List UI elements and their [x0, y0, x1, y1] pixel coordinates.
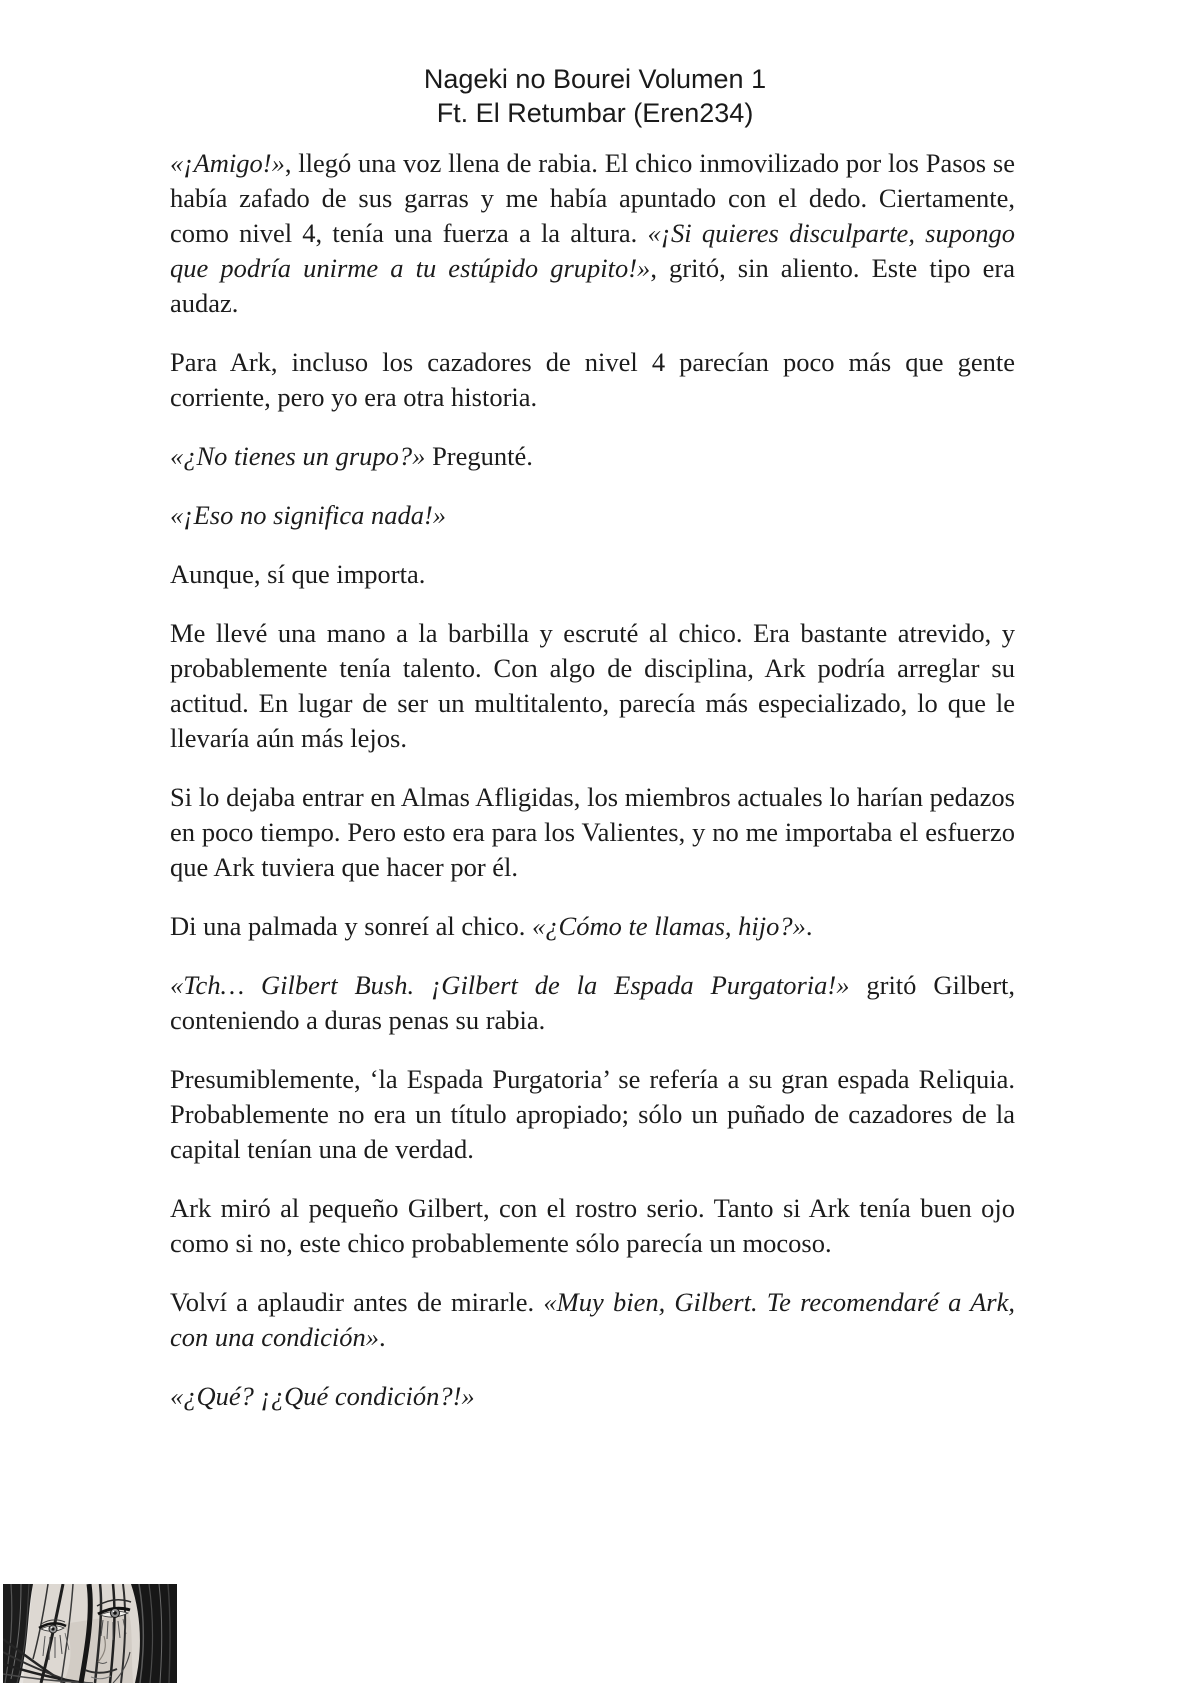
paragraph [170, 498, 1015, 533]
text-run: Me llevé una mano a la barbilla y escruté al chico. Era bastante atrevido, y probablemente tenía talento. Con algo de disciplina, Ark podría arreglar su actitud. En lugar de ser un multitalento, parecía más especializado, lo que le llevaría aún más lejos. [170, 618, 1015, 753]
text-run: , llegó una voz llena de rabia. El chico inmovilizado por los Pasos se había zafado de sus garras y me había apuntado con el dedo. Ciertamente, como nivel 4, tenía una fuerza a la altura. [170, 148, 1015, 248]
text-run: Pregunté. [425, 441, 533, 471]
dialogue-text-run: «¿No tienes un grupo?» [170, 441, 426, 471]
manga-face-illustration [3, 1584, 177, 1683]
dialogue-text-run: «¡Si quieres disculparte, supongo que podría unirme a tu estúpido grupito!» [170, 218, 1015, 283]
paragraph [170, 616, 1015, 756]
text-run: Para Ark, incluso los cazadores de nivel 4 parecían poco más que gente corriente, pero yo era otra historia. [170, 347, 1015, 412]
paragraph [170, 780, 1015, 885]
paragraph [170, 439, 1015, 474]
dialogue-text-run: «Muy bien, Gilbert. Te recomendaré a Ark, con una condición» [170, 1287, 1015, 1352]
paragraph [170, 345, 1015, 415]
dialogue-text-run: «Tch… Gilbert Bush. ¡Gilbert de la Espada Purgatoria!» [170, 970, 850, 1000]
text-run: Ark miró al pequeño Gilbert, con el rostro serio. Tanto si Ark tenía buen ojo como si no, este chico probablemente sólo parecía un mocoso. [170, 1193, 1015, 1258]
document-header [0, 62, 1190, 130]
text-run: Si lo dejaba entrar en Almas Afligidas, los miembros actuales lo harían pedazos en poco tiempo. Pero esto era para los Valientes, y no me importaba el esfuerzo que Ark tuviera que hacer por él. [170, 782, 1015, 882]
paragraph [170, 1285, 1015, 1355]
dialogue-text-run: «¿Cómo te llamas, hijo?» [532, 911, 806, 941]
dialogue-text-run: «¿Qué? ¡¿Qué condición?!» [170, 1381, 475, 1411]
paragraph [170, 968, 1015, 1038]
paragraph [170, 557, 1015, 592]
text-run: . [805, 911, 813, 941]
dialogue-text-run: «¡Eso no significa nada!» [170, 500, 447, 530]
text-run: . [379, 1322, 386, 1352]
dialogue-text-run: «¡Amigo!» [170, 148, 285, 178]
paragraph [170, 1379, 1015, 1414]
page-title: Nageki no Bourei Volumen 1 [423, 64, 767, 94]
body-text [170, 146, 1015, 1414]
page-subtitle: Ft. El Retumbar (Eren234) [436, 98, 754, 128]
text-run: Presumiblemente, ‘la Espada Purgatoria’ se refería a su gran espada Reliquia. Probablemente no era un título apropiado; sólo un puñado de cazadores de la capital tenían una de verdad. [170, 1064, 1015, 1164]
text-run: Aunque, sí que importa. [170, 559, 426, 589]
paragraph [170, 146, 1015, 321]
text-run: gritó Gilbert, conteniendo a duras penas su rabia. [170, 970, 1016, 1035]
paragraph [170, 909, 1015, 944]
paragraph [170, 1062, 1015, 1167]
text-run: Di una palmada y sonreí al chico. [170, 911, 533, 941]
paragraph [170, 1191, 1015, 1261]
text-run: Volví a aplaudir antes de mirarle. [170, 1287, 544, 1317]
text-run: , gritó, sin aliento. Este tipo era audaz. [170, 253, 1015, 318]
